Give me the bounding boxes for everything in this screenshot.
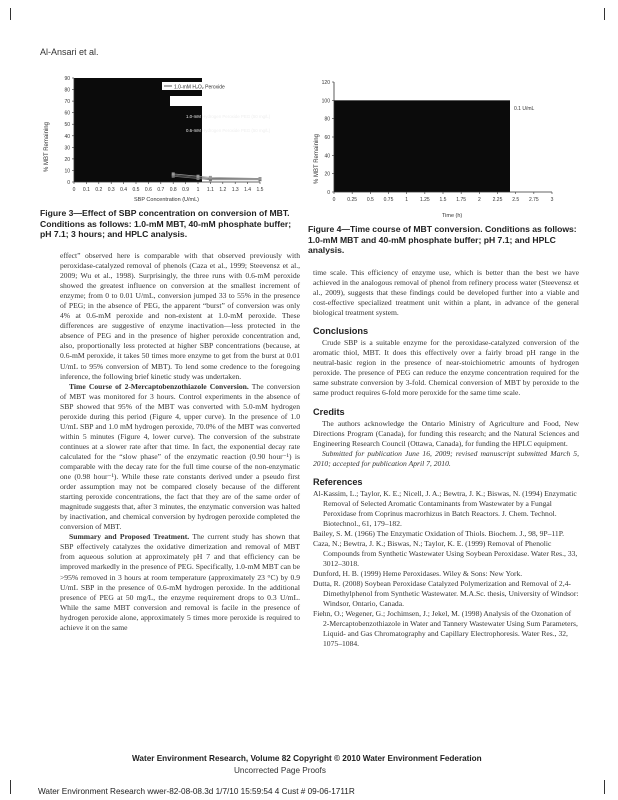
right-paragraph-1: time scale. This efficiency of enzyme use, which is better than the best we have achieved in the analogous removal of phenol from refinery process water (Steevensz et al., 2009), suggests that these findings could be developed further into a viable and cost-effective specialized treatment unit within a plant, in advance of the general biological treatment system. [313, 268, 579, 318]
fig3-x-tick-label: 1.1 [206, 187, 214, 193]
fig3-data-point [209, 176, 212, 179]
fig4-legend-entry: 0.1 U/mL [514, 106, 535, 112]
fig3-legend-entry: 1.0-mM H₂O₂ Peroxide [174, 84, 225, 91]
figure-3 [38, 74, 300, 204]
fig4-xlabel: Time (h) [442, 213, 463, 219]
journal-footer: Water Environment Research, Volume 82 Copyright © 2010 Water Environment Federation [132, 754, 482, 763]
right-column [313, 268, 579, 650]
left-paragraph-1: effect” observed here is comparable with that observed previously with peroxidase-catalyzed removal of phenols (Caza et al., 1999; Steevensz et al., 2009; Wu et al., 1998). Surprisingly, the three runs with 0.6-mM peroxide showed the greatest influence on conversion at the smallest increment of enzyme; from 0 to 0.01 U/mL, conversion jumped 33 to 55% in the presence of PEG; in the absence of PEG, the apparent “burst” of conversion was only 4% at 0.6-mM peroxide and non-existent at 1.0-mM peroxide. These differences are suggestive of enzyme inactivation—less protected in the absence of PEG and in the presence of higher peroxide concentration and, also, proportionally less protected at higher SBP concentrations (because, at 0.6-mM peroxide, it takes 50 times more enzyme to get from the burst at 0.01 U/mL to 95% conversion of MBT). To lend some credence to the foregoing inference, the following brief kinetic study was undertaken. [60, 251, 300, 381]
fig3-y-tick-label: 0 [67, 180, 70, 186]
reference-item: Caza, N.; Bewtra, J. K.; Biswas, N.; Taylor, K. E. (1999) Removal of Phenolic Compounds from Synthetic Wastewater Using Soybean Peroxidase. Water Res., 33, 3012–3018. [313, 538, 578, 569]
time-course-heading: Time Course of 2-Mercaptobenzothiazole Conversion. [69, 381, 249, 391]
fig3-x-tick-label: 1.3 [231, 187, 239, 193]
fig4-y-tick-label: 60 [324, 135, 330, 141]
figure-3-chart [38, 74, 300, 204]
fig3-x-tick-label: 0 [72, 187, 76, 193]
fig3-x-tick-label: 0.1 [82, 187, 90, 193]
conclusions-text: Crude SBP is a suitable enzyme for the peroxidase-catalyzed conversion of the aromatic thiol, MBT. It does this effectively over a fairly broad pH range in the neutral-basic region in the presence of near-stoichiometric amounts of hydrogen peroxide. The presence of PEG can reduce the enzyme concentration required for the same substrate conversion by 3-fold. Chemical conversion of MBT by peroxide to the same product requires 6-fold more peroxide for the same time scale. [313, 338, 579, 398]
fig3-x-tick-label: 0.9 [182, 187, 190, 193]
fig4-x-tick-label: 0.25 [347, 197, 358, 203]
fig4-x-tick-label: 3 [550, 197, 554, 203]
fig3-data-point [259, 177, 262, 180]
references-heading: References [313, 476, 363, 487]
figure-4 [310, 74, 580, 220]
fig3-y-tick-label: 40 [64, 133, 70, 140]
conclusions-heading: Conclusions [313, 326, 369, 337]
fig4-x-tick-label: 2.25 [492, 197, 503, 203]
fig3-x-tick-label: 0.7 [157, 187, 165, 193]
fig3-x-tick-label: 0.2 [95, 187, 103, 193]
left-paragraph-2 [60, 382, 300, 533]
fig4-y-tick-label: 80 [324, 116, 330, 123]
fig4-x-tick-label: 0.5 [366, 197, 374, 203]
left-paragraph-3 [60, 532, 300, 632]
crop-mark-bottom-right [604, 780, 605, 794]
figure-4-chart [310, 74, 580, 220]
reference-item: Bailey, S. M. (1966) The Enzymatic Oxidation of Thiols. Biochem. J., 98, 9P–11P. [313, 528, 564, 538]
summary-heading: Summary and Proposed Treatment. [69, 532, 190, 542]
fig3-x-tick-label: 0.5 [132, 187, 140, 193]
fig3-x-tick-label: 1.5 [256, 187, 264, 193]
fig3-x-tick-label: 0.4 [120, 187, 128, 193]
fig4-y-tick-label: 120 [321, 80, 330, 86]
crop-mark-top-right [604, 8, 605, 20]
fig4-y-tick-label: 0 [327, 190, 330, 196]
figure-3-caption [40, 208, 302, 240]
fig4-y-tick-label: 40 [324, 153, 330, 160]
reference-item: Dunford, H. B. (1999) Heme Peroxidases. Wiley & Sons: New York. [313, 569, 523, 579]
fig3-y-tick-label: 90 [64, 76, 70, 82]
submission-note: Submitted for publication June 16, 2009; revised manuscript submitted March 5, 2010; accepted for publication April 7, 2010. [313, 448, 579, 468]
credits-heading: Credits [313, 406, 345, 417]
fig3-x-tick-label: 1.4 [244, 187, 252, 193]
fig3-y-tick-label: 50 [64, 122, 70, 129]
summary-text: The current study has shown that SBP effectively catalyzes the oxidative dimerization and removal of MBT from aqueous solution at approximately pH 7 and that efficiency can be improved markedly in the presence of PEG. Specifically, 1.0-mM MBT can be >95% removed in 3 hours at room temperature (approximately 23 °C) by 0.9 U/mL SBP in the presence of 0.6-mM hydrogen peroxide. In the additional presence of PEG at 50 mg/L, the enzyme requirement drops to 0.3 U/mL. While the same MBT conversion and removal is facile in the presence of hydrogen peroxide alone, approximately 5 times more peroxide is required to achieve it on the same [60, 532, 300, 632]
reference-item: Dutta, R. (2008) Soybean Peroxidase Catalyzed Polymerization and Removal of 2,4-Dimethylphenol from Synthetic Wastewater. M.A.Sc. thesis, University of Windsor: Windsor, Ontario, Canada. [313, 579, 579, 609]
proofs-notice: Uncorrected Page Proofs [234, 766, 326, 775]
fig3-plot-dark-region [74, 78, 202, 182]
fig4-x-tick-label: 1 [405, 197, 409, 203]
left-column [60, 251, 300, 633]
fig4-x-tick-label: 1.25 [419, 197, 430, 203]
figure-4-caption: Figure 4—Time course of MBT conversion. Conditions as follows: 1.0-mM MBT and 40-mM phosphate buffer; pH 7.1; and HPLC analysis. [308, 224, 577, 256]
fig3-x-tick-label: 0.6 [144, 187, 152, 193]
fig3-y-tick-label: 10 [64, 168, 70, 175]
time-course-text: The conversion of MBT was monitored for 3 hours. Control experiments in the absence of SBP showed that 95% of the MBT was converted with 5.0-mM hydrogen peroxide during this period (Figure 4, upper curve). In the presence of 1.0 U/mL SBP and 1.0 mM hydrogen peroxide, 70.0% of the MBT was converted within 5 minutes (Figure 4, lower curve). The conversion of the substrate continues at a slower rate after that time. In fact, the exponential decay rate calculated for the “slow phase” of the enzymatic reaction (0.90 hour⁻¹) is comparable with the decay rate for the full time course of the non-enzymatic one (0.98 hour⁻¹). While these rate constants derived under a pseudo first order assumption may not be compared closely because of the different starting peroxide concentrations, the fact that they are of the same order of magnitude suggests that, after 3 minutes, the enzymatic conversion was halted by inactivation, and chemical conversion by hydrogen peroxide completed the conversion of MBT. [60, 381, 300, 532]
fig4-x-tick-label: 1.75 [456, 197, 467, 203]
fig4-x-tick-label: 1.5 [439, 197, 447, 203]
running-head: Al-Ansari et al. [40, 47, 99, 57]
reference-item: Fiehn, O.; Wegener, G.; Jochimsen, J.; Jekel, M. (1998) Analysis of the Ozonation of 2-Mercaptobenzothiazole in Water and Tannery Wastewater Using Sum Parameters, Liquid- and Gas Chromatography and Capillary Electrophoresis. Water Res., 32, 1075–1084. [313, 609, 578, 649]
fig3-data-point [197, 175, 200, 178]
fig3-y-tick-label: 80 [64, 87, 70, 94]
fig3-data-point [172, 172, 175, 175]
fig3-legend-entry: 0.6-mM Hydrogen Peroxide PEG (50 mg/L) [186, 128, 271, 133]
fig3-y-tick-label: 30 [64, 145, 70, 152]
fig4-x-tick-label: 2 [477, 197, 481, 203]
fig3-y-tick-label: 70 [64, 99, 70, 106]
crop-mark-top-left [10, 8, 11, 20]
fig4-x-tick-label: 2.5 [512, 197, 520, 203]
reference-item: Al-Kassim, L.; Taylor, K. E.; Nicell, J. A.; Bewtra, J. K.; Biswas, N. (1994) Enzymatic Removal of Selected Aromatic Contaminants from Wastewater by a Fungal Peroxidase from Coprinus macrorhizus in Batch Reactors. J. Chem. Technol. Biotechnol., 61, 179–182. [313, 488, 577, 528]
fig4-x-tick-label: 0 [332, 197, 336, 203]
production-slug: Water Environment Research wwer-82-08-08.3d 1/7/10 15:59:54 4 Cust # 09-06-1711R [38, 787, 355, 796]
fig3-y-tick-label: 60 [64, 110, 70, 117]
figure-3-caption-text: Figure 3—Effect of SBP concentration on conversion of MBT. Conditions as follows: 1.0-mM MBT, 40-mM phosphate buffer; pH 7.1; 3 hours; and HPLC analysis. [40, 208, 292, 240]
fig3-x-tick-label: 1 [196, 187, 200, 193]
fig3-x-tick-label: 1.2 [219, 187, 227, 193]
fig3-x-tick-label: 0.8 [169, 187, 177, 193]
fig4-y-tick-label: 20 [324, 171, 330, 178]
fig3-ylabel: % MBT Remaining [44, 122, 50, 172]
fig3-legend-entry: 1.0-mM Hydrogen Peroxide PEG (50 mg/L) [186, 114, 271, 119]
fig3-y-tick-label: 20 [64, 156, 70, 163]
fig4-x-tick-label: 2.75 [528, 197, 539, 203]
fig4-plot-dark-region [334, 100, 510, 192]
fig4-ylabel: % MBT Remaining [314, 134, 320, 184]
fig4-y-tick-label: 100 [321, 98, 330, 105]
fig3-xlabel: SBP Concentration (U/mL) [134, 197, 200, 203]
fig3-x-tick-label: 0.3 [107, 187, 115, 193]
fig4-x-tick-label: 0.75 [383, 197, 394, 203]
credits-text: The authors acknowledge the Ontario Ministry of Agriculture and Food, New Directions Program (Canada), for funding this research; and the Natural Sciences and Engineering Research Council (Ottawa, Canada), for funding the HPLC equipment. [313, 418, 579, 448]
crop-mark-bottom-left [10, 780, 11, 794]
fig3-legend-bar [170, 96, 210, 106]
